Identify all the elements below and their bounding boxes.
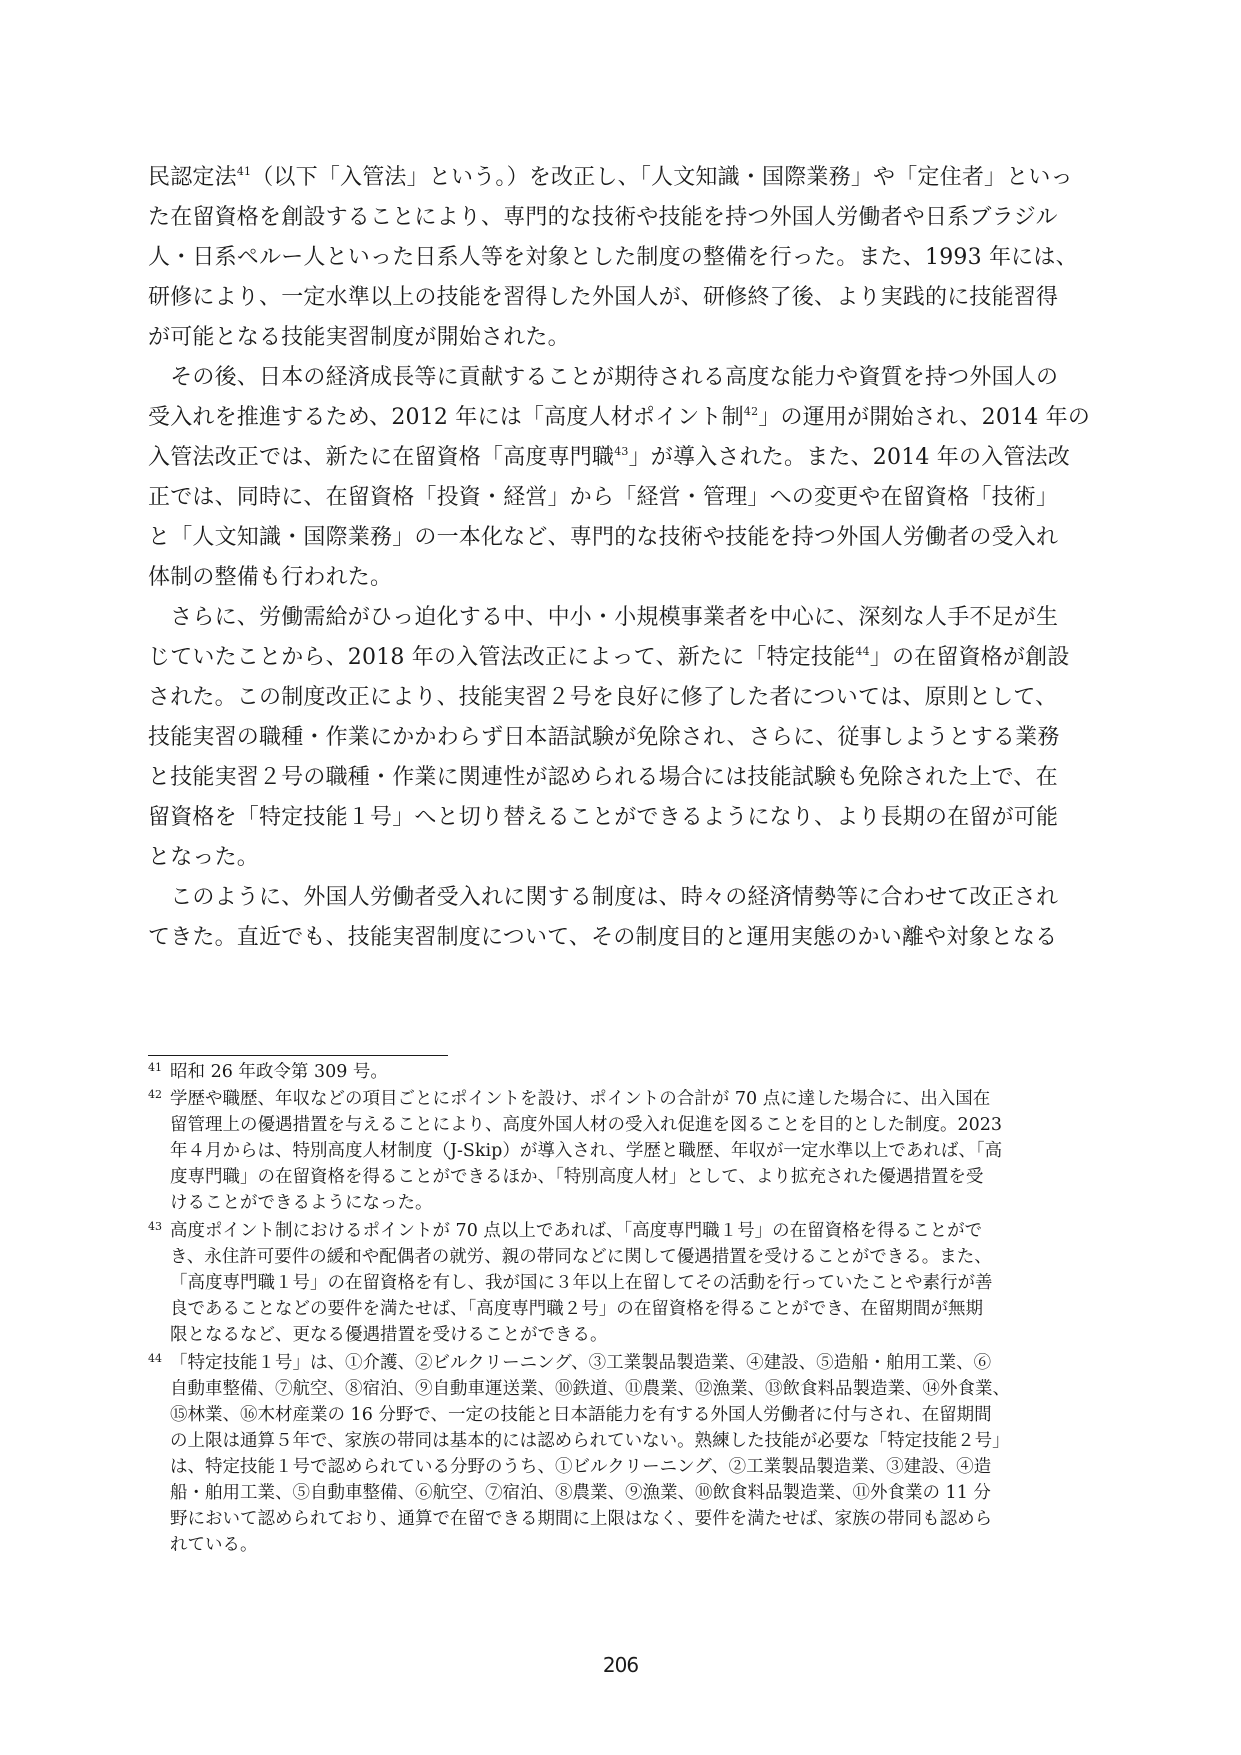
footnote-ref: 43: [614, 445, 629, 458]
body-line: が可能となる技能実習制度が開始された。: [148, 325, 570, 350]
footnote-line: 船・舶用工業、⑤自動車整備、⑥航空、⑦宿泊、⑧農業、⑨漁業、⑩飲食料品製造業、⑪外食業の 11 分: [170, 1483, 991, 1503]
footnote-line: 年４月からは、特別高度人材制度（J-Skip）が導入され、学歴と職歴、年収が一定水準以上であれば、「高: [170, 1141, 1003, 1161]
footnote-line: は、特定技能１号で認められている分野のうち、①ビルクリーニング、②工業製品製造業、③建設、④造: [170, 1457, 992, 1477]
body-line: された。この制度改正により、技能実習２号を良好に修了した者については、原則として、: [148, 685, 1058, 710]
footnote-line: の上限は通算５年で、家族の帯同は基本的には認められていない。熟練した技能が必要な「特定技能２号」: [170, 1431, 1010, 1451]
footnote-line: 限となるなど、更なる優遇措置を受けることができる。: [170, 1325, 608, 1345]
footnote-number: 43: [148, 1220, 162, 1233]
page-number: 206: [602, 1653, 639, 1677]
body-line: 留資格を「特定技能１号」へと切り替えることができるようになり、より長期の在留が可能: [148, 805, 1059, 830]
footnote-line: ⑮林業、⑯木材産業の 16 分野で、一定の技能と日本語能力を有する外国人労働者に付与され、在留期間: [170, 1405, 992, 1425]
body-line: 受入れを推進するため、2012 年には「高度人材ポイント制$^{42}$」の運用が開始され、2014 年の: [148, 405, 1091, 430]
body-line: このように、外国人労働者受入れに関する制度は、時々の経済情勢等に合わせて改正され: [148, 885, 1059, 910]
body-line: と技能実習２号の職種・作業に関連性が認められる場合には技能試験も免除された上で、在: [148, 765, 1058, 790]
body-line: 人・日系ペルー人といった日系人等を対象とした制度の整備を行った。また、1993 年には、: [148, 245, 1078, 270]
footnote-line: 「特定技能１号」は、①介護、②ビルクリーニング、③工業製品製造業、④建設、⑤造船・舶用工業、⑥: [170, 1353, 992, 1373]
footnote-ref: 42: [743, 405, 759, 418]
footnote-number: 44: [148, 1352, 162, 1365]
footnote-line: 自動車整備、⑦航空、⑧宿泊、⑨自動車運送業、⑩鉄道、⑪農業、⑫漁業、⑬飲食料品製造業、⑭外食業、: [170, 1379, 1010, 1399]
body-line: と「人文知識・国際業務」の一本化など、専門的な技術や技能を持つ外国人労働者の受入れ: [148, 525, 1059, 550]
footnote-line: 留管理上の優遇措置を与えることにより、高度外国人材の受入れ促進を図ることを目的とした制度。2023: [170, 1115, 1003, 1135]
body-line: てきた。直近でも、技能実習制度について、その制度目的と運用実態のかい離や対象となる: [148, 925, 1058, 950]
footnote-number: 42: [148, 1088, 162, 1101]
footnote-line: けることができるようになった。: [170, 1193, 433, 1213]
body-line: さらに、労働需給がひっ迫化する中、中小・小規模事業者を中心に、深刻な人手不足が生: [148, 605, 1059, 630]
body-line: 入管法改正では、新たに在留資格「高度専門職$^{43}$」が導入された。また、2014 年の入管法改: [148, 445, 1070, 470]
body-line: 体制の整備も行われた。: [148, 565, 393, 590]
footnote-line: き、永住許可要件の緩和や配偶者の就労、親の帯同などに関して優遇措置を受けることができる。また、: [170, 1247, 992, 1267]
body-line: 正では、同時に、在留資格「投資・経営」から「経営・管理」への変更や在留資格「技術」: [148, 485, 1059, 510]
body-line: 民認定法$^{41}$（以下「入管法」という。）を改正し、「人文知識・国際業務」や「定住者」といっ: [148, 165, 1073, 190]
footnote-line: 学歴や職歴、年収などの項目ごとにポイントを設け、ポイントの合計が 70 点に達した場合に、出入国在: [170, 1089, 991, 1109]
body-line: じていたことから、2018 年の入管法改正によって、新たに「特定技能$^{44}$」の在留資格が創設: [148, 645, 1070, 670]
footnote-line: 「高度専門職１号」の在留資格を有し、我が国に３年以上在留してその活動を行っていたことや素行が善: [170, 1273, 993, 1293]
body-line: 技能実習の職種・作業にかかわらず日本語試験が免除され、さらに、従事しようとする業務: [148, 725, 1060, 750]
footnote-ref: 41: [236, 165, 252, 178]
footnote-line: 高度ポイント制におけるポイントが 70 点以上であれば、「高度専門職１号」の在留資格を得ることがで: [170, 1221, 983, 1241]
footnote-line: れている。: [170, 1535, 258, 1555]
footnote-line: 度専門職」の在留資格を得ることができるほか、「特別高度人材」として、より拡充された優遇措置を受: [170, 1167, 984, 1187]
footnote-number: 41: [148, 1061, 162, 1074]
body-line: その後、日本の経済成長等に貢献することが期待される高度な能力や資質を持つ外国人の: [148, 365, 1059, 390]
footnote-separator: [148, 1055, 448, 1056]
footnote-ref: 44: [855, 645, 870, 658]
footnote-line: 野において認められており、通算で在留できる期間に上限はなく、要件を満たせば、家族の帯同も認めら: [170, 1509, 993, 1529]
body-line: 研修により、一定水準以上の技能を習得した外国人が、研修終了後、より実践的に技能習得: [148, 285, 1059, 310]
body-line: となった。: [148, 845, 260, 870]
body-line: た在留資格を創設することにより、専門的な技術や技能を持つ外国人労働者や日系ブラジル: [148, 205, 1058, 230]
footnote-line: 昭和 26 年政令第 309 号。: [170, 1062, 388, 1082]
footnote-line: 良であることなどの要件を満たせば、「高度専門職２号」の在留資格を得ることができ、在留期間が無期: [170, 1299, 984, 1319]
